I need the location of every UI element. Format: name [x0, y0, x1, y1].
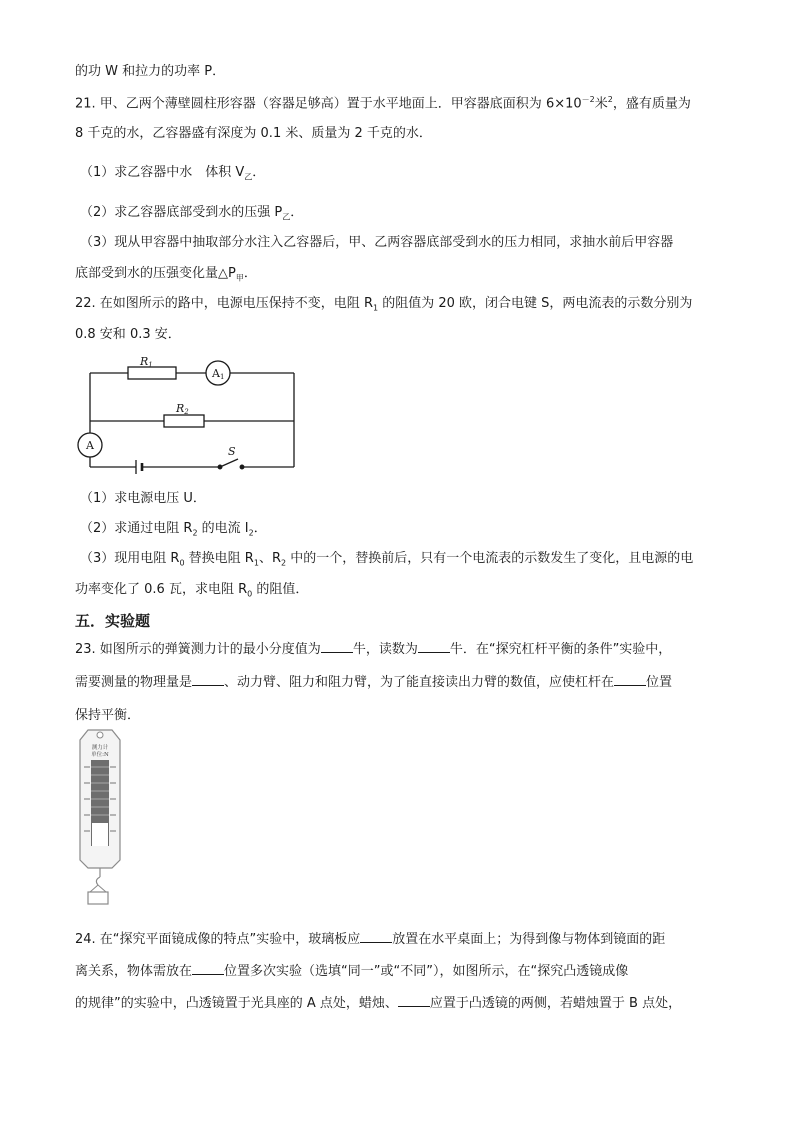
- q22-sub1: （1）求电源电压 U．: [80, 491, 206, 506]
- answer-blank: [360, 930, 392, 943]
- q21-line1: 21. 甲、乙两个薄壁圆柱形容器（容器足够高）置于水平地面上．甲容器底面积为 $6\times 10^{-2}$米$^2$，盛有质量为: [75, 95, 691, 112]
- label-r1: R1: [140, 357, 153, 369]
- svg-text:单位:N: 单位:N: [91, 752, 109, 758]
- q22-sub3-l1: （3）现用电阻 $R_0$ 替换电阻 $R_1$、$R_2$ 中的一个，替换前后，只有一个电流表的示数发生了变化，且电源的电: [80, 551, 694, 568]
- q21-sub2: （2）求乙容器底部受到水的压强 $P_乙$．: [80, 205, 304, 222]
- label-s: S: [228, 445, 236, 458]
- label-a1: A1: [212, 367, 225, 381]
- answer-blank: [321, 640, 353, 653]
- answer-blank: [192, 962, 224, 975]
- answer-blank: [398, 994, 430, 1007]
- q23-line1: 23. 如图所示的弹簧测力计的最小分度值为 牛，读数为 牛．在“探究杠杆平衡的条件”实验中，: [75, 642, 672, 657]
- resistor-r2: [164, 415, 204, 427]
- spring-scale-image: [70, 727, 130, 907]
- q22-sub3-l2: 功率变化了 0.6 瓦，求电阻 $R_0$ 的阻值．: [75, 582, 309, 599]
- switch-icon: [218, 459, 244, 469]
- section-heading: 五．实验题: [75, 612, 151, 630]
- q21-sub1: （1）求乙容器中水 体积 $V_乙$．: [80, 165, 266, 182]
- q24-line2: 离关系，物体需放在 位置多次实验（选填“同一”或“不同”），如图所示，在“探究凸透镜成像: [75, 964, 629, 979]
- q21-sub3-l2: 底部受到水的压强变化量$\triangle P_甲$．: [75, 266, 257, 283]
- answer-blank: [192, 673, 224, 686]
- circuit-diagram: [72, 357, 312, 477]
- q22-line1: 22. 在如图所示的路中，电源电压保持不变，电阻 $R_1$ 的阻值为 20 欧，闭合电键 S，两电流表的示数分别为: [75, 296, 693, 313]
- battery-icon: [136, 460, 142, 474]
- q24-line3: 的规律”的实验中，凸透镜置于光具座的 A 点处，蜡烛、 应置于凸透镜的两侧，若蜡烛置于 B 点处，: [75, 996, 682, 1011]
- label-r2: R2: [176, 402, 189, 416]
- answer-blank: [614, 673, 646, 686]
- q20-tail: 的功 W 和拉力的功率 P．: [75, 64, 226, 79]
- label-a: A: [86, 439, 94, 452]
- q22-line2: 0.8 安和 0.3 安．: [75, 327, 181, 342]
- q22-sub2: （2）求通过电阻 $R_2$ 的电流 $I_2$．: [80, 521, 267, 538]
- q23-line2: 需要测量的物理量是 、动力臂、阻力和阻力臂，为了能直接读出力臂的数值，应使杠杆在 位置: [75, 675, 673, 690]
- svg-text:测力计: 测力计: [91, 745, 109, 751]
- q21-line2: 8 千克的水，乙容器盛有深度为 0.1 米、质量为 2 千克的水．: [75, 126, 432, 141]
- q21-sub3-l1: （3）现从甲容器中抽取部分水注入乙容器后，甲、乙两容器底部受到水的压力相同，求抽水前后甲容器: [80, 235, 674, 250]
- q23-line3: 保持平衡．: [75, 708, 141, 723]
- q24-line1: 24. 在“探究平面镜成像的特点”实验中，玻璃板应 放置在水平桌面上；为得到像与物体到镜面的距: [75, 932, 666, 947]
- answer-blank: [418, 640, 450, 653]
